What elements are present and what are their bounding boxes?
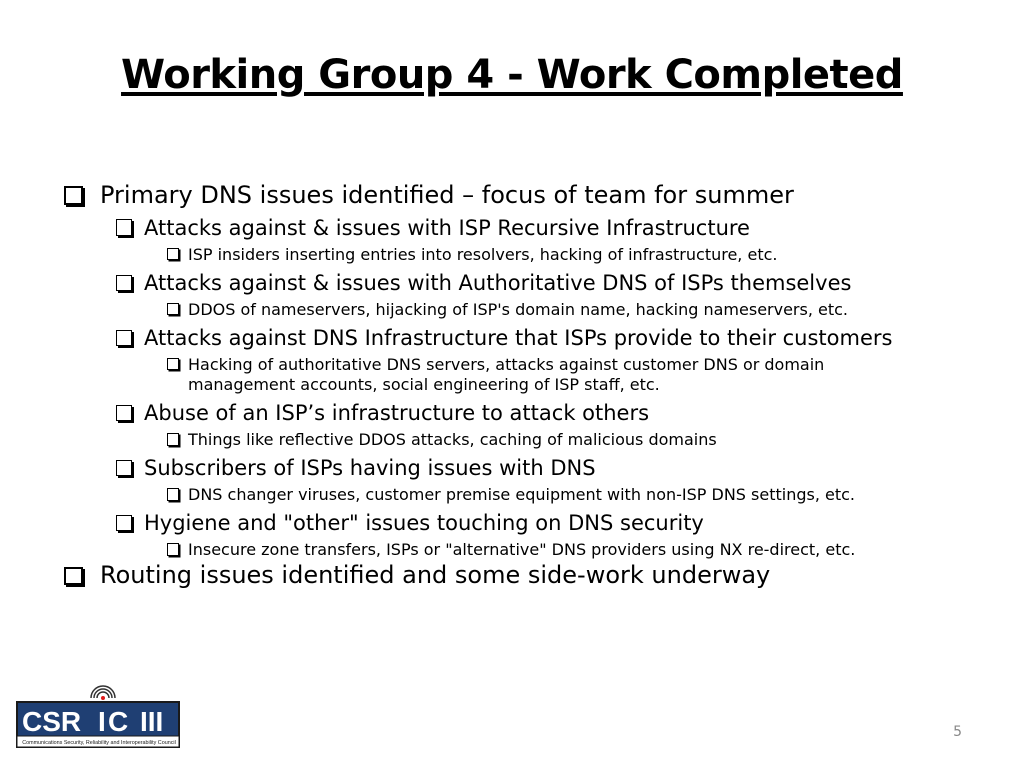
bullet-item: Routing issues identified and some side-work underway	[60, 562, 980, 590]
bullet-item: Insecure zone transfers, ISPs or "alternative" DNS providers using NX re-direct, etc.	[60, 540, 980, 560]
bullet-item: Subscribers of ISPs having issues with DNS	[60, 456, 980, 480]
bullet-item: Attacks against DNS Infrastructure that ISPs provide to their customers	[60, 326, 980, 350]
logo-text-csr: CSR	[22, 706, 82, 737]
bullet-item: Things like reflective DDOS attacks, caching of malicious domains	[60, 430, 980, 450]
bullet-list	[60, 180, 980, 590]
checkbox-bullet-icon	[116, 219, 132, 235]
bullet-item: ISP insiders inserting entries into resolvers, hacking of infrastructure, etc.	[60, 245, 980, 265]
bullet-item: Attacks against & issues with Authoritative DNS of ISPs themselves	[60, 271, 980, 295]
checkbox-bullet-icon	[64, 567, 83, 586]
logo-text-c: C	[108, 706, 129, 737]
checkbox-bullet-icon	[116, 515, 132, 531]
checkbox-bullet-icon	[167, 543, 179, 555]
checkbox-bullet-icon	[64, 186, 83, 205]
page-number: 5	[953, 724, 962, 740]
logo-tagline: Communications Security, Reliability and Interoperability Council	[22, 740, 176, 746]
signal-waves-icon	[91, 686, 115, 700]
bullet-item: Attacks against & issues with ISP Recursive Infrastructure	[60, 216, 980, 240]
checkbox-bullet-icon	[167, 358, 179, 370]
checkbox-bullet-icon	[116, 405, 132, 421]
checkbox-bullet-icon	[167, 488, 179, 500]
bullet-item: Primary DNS issues identified – focus of team for summer	[60, 182, 980, 210]
slide-title: Working Group 4 - Work Completed	[121, 52, 903, 98]
csric-logo	[16, 684, 182, 750]
checkbox-bullet-icon	[116, 330, 132, 346]
logo-text-i: I	[98, 706, 106, 737]
bullet-item: DDOS of nameservers, hijacking of ISP's domain name, hacking nameservers, etc.	[60, 300, 980, 320]
checkbox-bullet-icon	[167, 248, 179, 260]
checkbox-bullet-icon	[167, 433, 179, 445]
logo-text-iii: III	[140, 706, 164, 737]
bullet-item: Hacking of authoritative DNS servers, attacks against customer DNS or domain management accounts, social engineering of ISP staff, etc.	[60, 355, 980, 395]
bullet-item: DNS changer viruses, customer premise equipment with non-ISP DNS settings, etc.	[60, 485, 980, 505]
checkbox-bullet-icon	[116, 275, 132, 291]
checkbox-bullet-icon	[116, 460, 132, 476]
bullet-item: Abuse of an ISP’s infrastructure to attack others	[60, 401, 980, 425]
bullet-item: Hygiene and "other" issues touching on DNS security	[60, 511, 980, 535]
checkbox-bullet-icon	[167, 303, 179, 315]
